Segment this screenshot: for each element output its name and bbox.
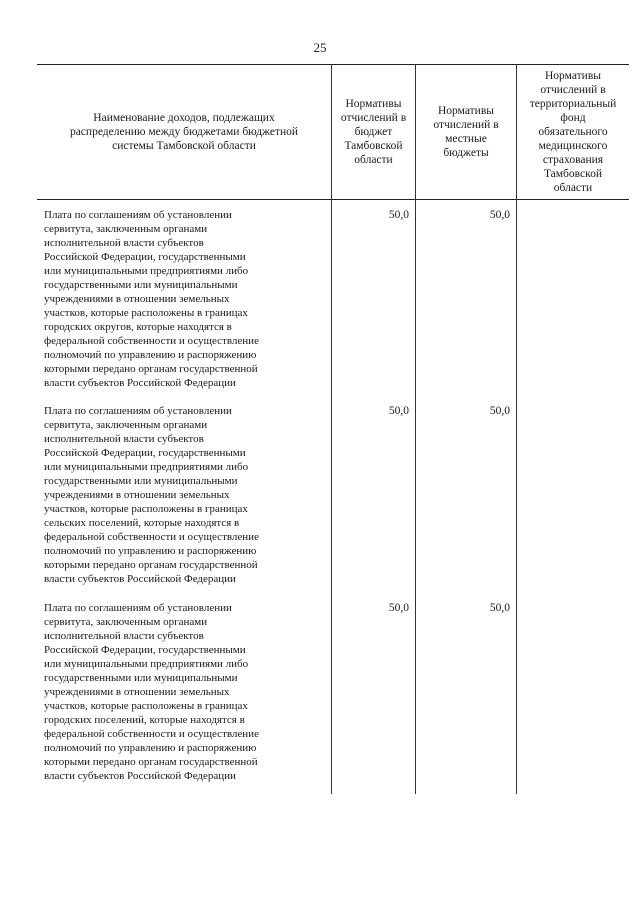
local-norm-value: 50,0 <box>489 405 510 417</box>
description-line: городских округов, которые находятся в <box>44 321 232 333</box>
description-line: Российской Федерации, государственными <box>44 251 246 263</box>
header-medical-fund: Нормативы отчислений в территориальный фонд обязательного медицинского страхования Тамбовской области <box>529 69 617 194</box>
description-line: сервитута, заключенным органами <box>44 419 208 431</box>
description-line: Российской Федерации, государственными <box>44 644 246 656</box>
description-line: учреждениями в отношении земельных <box>44 489 230 501</box>
description-line: государственными или муниципальными <box>44 475 238 487</box>
page-number: 25 <box>313 40 327 55</box>
description-line: федеральной собственности и осуществление <box>44 335 259 347</box>
description-line: федеральной собственности и осуществление <box>44 531 259 543</box>
income-description <box>44 404 326 586</box>
description-line: исполнительной власти субъектов <box>44 630 204 642</box>
description-line: сервитута, заключенным органами <box>44 616 208 628</box>
header-regional-budget: Нормативы отчислений в бюджет Тамбовской области <box>340 97 407 166</box>
description-line: участков, которые расположены в границах <box>44 307 248 319</box>
description-line: учреждениями в отношении земельных <box>44 293 230 305</box>
local-norm-value: 50,0 <box>489 602 510 614</box>
description-line: Плата по соглашениям об установлении <box>44 405 232 417</box>
description-line: Российской Федерации, государственными <box>44 447 246 459</box>
income-description <box>44 601 326 783</box>
income-description <box>44 208 326 390</box>
description-line: или муниципальными предприятиями либо <box>44 265 249 277</box>
description-line: власти субъектов Российской Федерации <box>44 770 236 782</box>
description-line: участков, которые расположены в границах <box>44 503 248 515</box>
distribution-table <box>37 64 629 794</box>
description-line: власти субъектов Российской Федерации <box>44 377 236 389</box>
local-norm-value: 50,0 <box>489 209 510 221</box>
description-line: федеральной собственности и осуществление <box>44 728 259 740</box>
header-income-name: Наименование доходов, подлежащих распределению между бюджетами бюджетной системы Тамбовской области <box>69 111 299 152</box>
regional-norm-value: 50,0 <box>388 405 409 417</box>
description-line: исполнительной власти субъектов <box>44 433 204 445</box>
description-line: полномочий по управлению и распоряжению <box>44 545 257 557</box>
description-line: полномочий по управлению и распоряжению <box>44 742 257 754</box>
description-line: которыми передано органам государственной <box>44 756 258 768</box>
description-line: участков, которые расположены в границах <box>44 700 248 712</box>
description-line: полномочий по управлению и распоряжению <box>44 349 257 361</box>
description-line: Плата по соглашениям об установлении <box>44 602 232 614</box>
description-line: государственными или муниципальными <box>44 672 238 684</box>
header-bottom-rule <box>37 199 629 200</box>
description-line: городских поселений, которые находятся в <box>44 714 245 726</box>
description-line: сервитута, заключенным органами <box>44 223 208 235</box>
description-line: государственными или муниципальными <box>44 279 238 291</box>
description-line: учреждениями в отношении земельных <box>44 686 230 698</box>
header-local-budgets: Нормативы отчислений в местные бюджеты <box>433 104 499 159</box>
regional-norm-value: 50,0 <box>388 602 409 614</box>
description-line: власти субъектов Российской Федерации <box>44 573 236 585</box>
description-line: или муниципальными предприятиями либо <box>44 461 249 473</box>
description-line: сельских поселений, которые находятся в <box>44 517 240 529</box>
description-line: которыми передано органам государственной <box>44 363 258 375</box>
description-line: которыми передано органам государственной <box>44 559 258 571</box>
description-line: исполнительной власти субъектов <box>44 237 204 249</box>
description-line: Плата по соглашениям об установлении <box>44 209 232 221</box>
regional-norm-value: 50,0 <box>388 209 409 221</box>
description-line: или муниципальными предприятиями либо <box>44 658 249 670</box>
